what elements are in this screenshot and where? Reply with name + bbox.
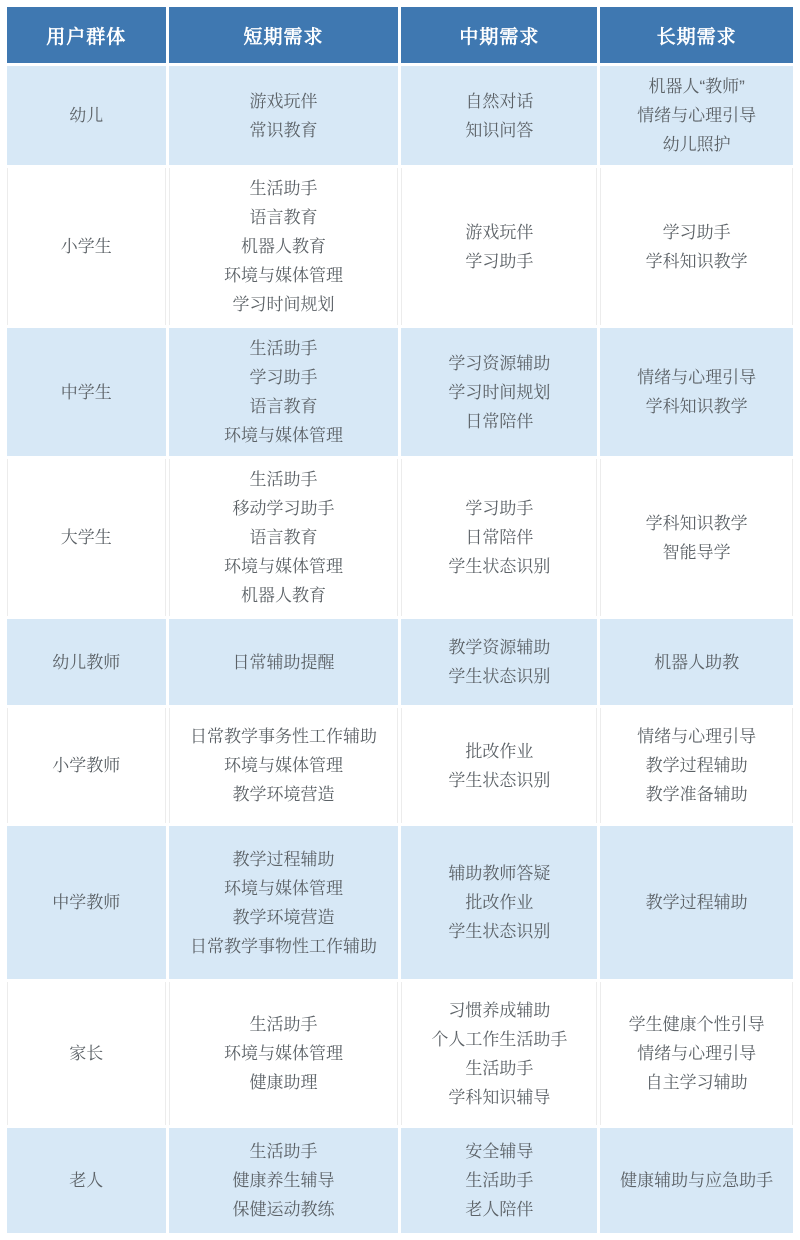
need-item: 机器人“教师”	[648, 77, 745, 96]
need-item: 学习助手	[249, 368, 318, 387]
need-item: 学生健康个性引导	[628, 1015, 765, 1034]
need-item: 学习助手	[465, 499, 534, 518]
need-item: 机器人教育	[240, 237, 326, 256]
need-item: 老人陪伴	[465, 1200, 534, 1219]
need-item: 生活助手	[249, 1142, 318, 1161]
need-item: 情绪与心理引导	[637, 1044, 757, 1063]
need-item: 习惯养成辅助	[448, 1000, 551, 1020]
cell-long-term	[600, 708, 793, 823]
need-item: 机器人助教	[654, 652, 740, 672]
user-needs-table	[4, 4, 796, 1236]
cell-user-group	[7, 826, 166, 979]
need-item: 生活助手	[249, 470, 318, 489]
column-header-mid-term: 中期需求	[401, 7, 597, 63]
need-item: 学习时间规划	[232, 295, 335, 314]
need-item: 学生状态识别	[448, 770, 551, 790]
cell-long-term	[600, 1128, 793, 1233]
need-item: 语言教育	[249, 397, 318, 416]
cell-mid-term	[401, 328, 597, 456]
user-group-label: 小学生	[60, 237, 112, 256]
need-item: 教学环境营造	[232, 785, 335, 804]
need-item: 日常教学事务性工作辅助	[189, 727, 377, 746]
cell-short-term	[169, 66, 399, 165]
need-item: 情绪与心理引导	[637, 106, 757, 125]
need-item: 生活助手	[249, 1015, 318, 1034]
cell-short-term	[169, 619, 399, 705]
need-item: 常识教育	[249, 120, 318, 140]
need-item: 日常教学事物性工作辅助	[189, 936, 377, 956]
need-item: 学习资源辅助	[448, 353, 551, 373]
need-item: 环境与媒体管理	[223, 1044, 343, 1063]
need-item: 保健运动教练	[232, 1200, 335, 1219]
column-header-user-group: 用户群体	[7, 7, 166, 63]
cell-long-term	[600, 66, 793, 165]
cell-short-term	[169, 459, 399, 616]
need-item: 环境与媒体管理	[223, 426, 343, 445]
need-item: 幼儿照护	[662, 135, 731, 154]
cell-user-group	[7, 708, 166, 823]
cell-user-group	[7, 328, 166, 456]
need-item: 日常陪伴	[465, 411, 534, 431]
cell-mid-term	[401, 826, 597, 979]
need-item: 移动学习助手	[232, 499, 335, 518]
cell-short-term	[169, 168, 399, 325]
cell-user-group	[7, 66, 166, 165]
cell-mid-term	[401, 708, 597, 823]
cell-user-group	[7, 459, 166, 616]
cell-mid-term	[401, 168, 597, 325]
need-item: 学科知识辅导	[448, 1087, 551, 1107]
need-item: 教学准备辅助	[645, 785, 748, 804]
table-row	[7, 708, 793, 823]
need-item: 机器人教育	[240, 586, 326, 605]
need-item: 学生状态识别	[448, 557, 551, 576]
need-item: 游戏玩伴	[249, 91, 318, 111]
table-row	[7, 168, 793, 325]
need-item: 游戏玩伴	[465, 222, 534, 242]
need-item: 语言教育	[249, 208, 318, 227]
table-row	[7, 1128, 793, 1233]
need-item: 学生状态识别	[448, 667, 551, 686]
user-group-label: 大学生	[60, 528, 112, 547]
header-row	[7, 7, 793, 63]
user-group-label: 幼儿教师	[52, 652, 121, 672]
need-item: 学习助手	[465, 251, 534, 271]
need-item: 教学过程辅助	[645, 756, 748, 775]
need-item: 批改作业	[465, 741, 534, 761]
need-item: 生活助手	[465, 1171, 534, 1190]
table-body	[7, 66, 793, 1233]
cell-user-group	[7, 982, 166, 1125]
need-item: 学科知识教学	[645, 251, 748, 271]
cell-long-term	[600, 328, 793, 456]
user-group-label: 老人	[69, 1171, 104, 1190]
need-item: 智能导学	[662, 542, 731, 562]
need-item: 语言教育	[249, 528, 318, 547]
cell-user-group	[7, 619, 166, 705]
need-item: 知识问答	[465, 120, 534, 140]
need-item: 学科知识教学	[645, 513, 748, 533]
need-item: 学习时间规划	[448, 382, 551, 402]
cell-user-group	[7, 1128, 166, 1233]
need-item: 生活助手	[249, 179, 318, 198]
cell-long-term	[600, 168, 793, 325]
need-item: 健康养生辅导	[232, 1171, 335, 1190]
need-item: 日常陪伴	[465, 528, 534, 547]
need-item: 环境与媒体管理	[223, 878, 343, 898]
need-item: 环境与媒体管理	[223, 266, 343, 285]
need-item: 学习助手	[662, 222, 731, 242]
need-item: 个人工作生活助手	[431, 1029, 568, 1049]
cell-mid-term	[401, 459, 597, 616]
need-item: 批改作业	[465, 893, 534, 912]
need-item: 情绪与心理引导	[637, 727, 757, 746]
cell-short-term	[169, 982, 399, 1125]
cell-short-term	[169, 708, 399, 823]
need-item: 日常辅助提醒	[232, 652, 335, 672]
user-group-label: 中学生	[60, 382, 112, 402]
need-item: 教学资源辅助	[448, 638, 551, 657]
cell-short-term	[169, 826, 399, 979]
need-item: 教学过程辅助	[232, 849, 335, 869]
cell-mid-term	[401, 619, 597, 705]
need-item: 情绪与心理引导	[637, 368, 757, 387]
need-item: 环境与媒体管理	[223, 756, 343, 775]
table-row	[7, 826, 793, 979]
need-item: 安全辅导	[465, 1142, 534, 1161]
need-item: 生活助手	[249, 339, 318, 358]
cell-long-term	[600, 826, 793, 979]
need-item: 教学环境营造	[232, 907, 335, 927]
user-group-label: 幼儿	[69, 106, 104, 125]
table-row	[7, 459, 793, 616]
need-item: 环境与媒体管理	[223, 557, 343, 576]
user-group-label: 小学教师	[52, 756, 121, 775]
cell-long-term	[600, 982, 793, 1125]
user-group-label: 家长	[69, 1044, 104, 1063]
need-item: 自然对话	[465, 91, 534, 111]
table-row	[7, 619, 793, 705]
need-item: 教学过程辅助	[645, 893, 748, 912]
cell-mid-term	[401, 1128, 597, 1233]
need-item: 自主学习辅助	[645, 1073, 748, 1092]
cell-short-term	[169, 328, 399, 456]
table-row	[7, 328, 793, 456]
column-header-long-term: 长期需求	[600, 7, 793, 63]
need-item: 健康辅助与应急助手	[620, 1171, 774, 1190]
column-header-short-term: 短期需求	[169, 7, 399, 63]
need-item: 学生状态识别	[448, 922, 551, 941]
cell-mid-term	[401, 66, 597, 165]
table-header	[7, 7, 793, 63]
cell-long-term	[600, 619, 793, 705]
cell-mid-term	[401, 982, 597, 1125]
need-item: 生活助手	[465, 1058, 534, 1078]
cell-long-term	[600, 459, 793, 616]
cell-user-group	[7, 168, 166, 325]
table-row	[7, 66, 793, 165]
need-item: 健康助理	[249, 1073, 318, 1092]
table-row	[7, 982, 793, 1125]
cell-short-term	[169, 1128, 399, 1233]
need-item: 辅助教师答疑	[448, 864, 551, 883]
user-group-label: 中学教师	[52, 893, 121, 912]
need-item: 学科知识教学	[645, 397, 748, 416]
